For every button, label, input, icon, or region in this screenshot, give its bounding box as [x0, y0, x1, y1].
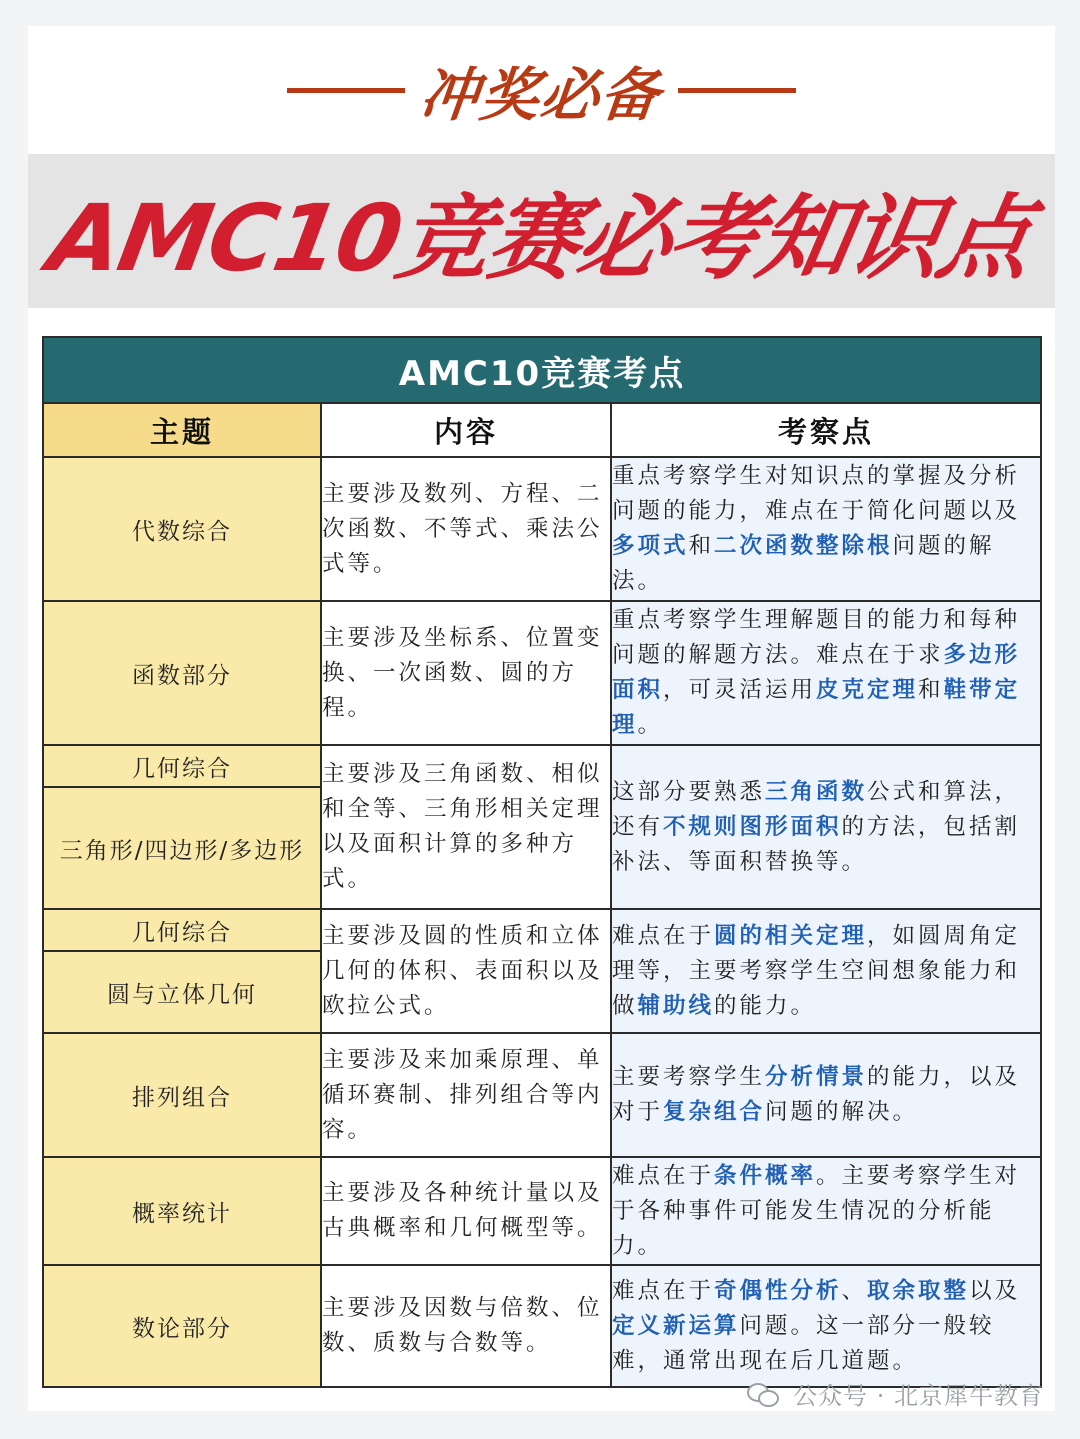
point-text: 以及	[969, 1277, 1021, 1304]
point-text: 。	[637, 712, 664, 738]
point-text: 难点在于	[612, 1162, 715, 1189]
table-row	[43, 909, 1041, 951]
topic-cell: 几何综合	[43, 745, 321, 787]
point-highlight: 取余取整	[867, 1277, 970, 1304]
point-highlight: 三角函数	[765, 778, 868, 805]
point-highlight: 不规则图形面积	[663, 813, 842, 840]
title-banner	[28, 154, 1055, 308]
point-cell	[611, 1157, 1041, 1265]
point-highlight: 多边形面积	[612, 642, 1021, 703]
point-highlight: 辅助线	[637, 992, 715, 1019]
point-highlight: 定义新运算	[612, 1312, 740, 1339]
topic-cell: 三角形/四边形/多边形	[43, 787, 321, 909]
point-text: 这部分要熟悉	[612, 778, 766, 805]
point-text: 的方法，包括割补法、等面积替换等。	[612, 813, 1021, 875]
left-dash-decoration	[287, 88, 405, 93]
point-text: 问题的解决。	[765, 1099, 919, 1125]
point-text: 难点在于	[612, 1277, 715, 1304]
table-row	[43, 1033, 1041, 1157]
knowledge-table	[42, 336, 1042, 1388]
point-cell	[611, 601, 1041, 745]
topic-cell: 几何综合	[43, 909, 321, 951]
point-cell	[611, 457, 1041, 601]
point-cell	[611, 1033, 1041, 1157]
point-text: 难点在于	[612, 922, 715, 949]
table-row	[43, 745, 1041, 787]
content-cell: 主要涉及数列、方程、二次函数、不等式、乘法公式等。	[321, 457, 611, 601]
point-text: 重点考察学生理解题目的能力和每种问题的解题方法。难点在于求	[612, 607, 1021, 668]
point-highlight: 多项式	[612, 533, 689, 559]
table-caption: AMC10竞赛考点	[43, 337, 1041, 403]
table-row	[43, 601, 1041, 745]
topic-cell: 排列组合	[43, 1033, 321, 1157]
point-highlight: 分析情景	[765, 1064, 868, 1090]
point-cell	[611, 1265, 1041, 1387]
header-point: 考察点	[611, 403, 1041, 457]
topic-cell: 函数部分	[43, 601, 321, 745]
wechat-icon	[747, 1381, 781, 1407]
table-row	[43, 1157, 1041, 1265]
topic-cell: 代数综合	[43, 457, 321, 601]
point-text: 和	[688, 533, 715, 559]
point-cell	[611, 745, 1041, 909]
point-text: 问题。这一部分一般较难，通常出现在后几道题。	[612, 1312, 995, 1374]
point-text: 问题的解法。	[612, 533, 995, 594]
table-row	[43, 457, 1041, 601]
point-highlight: 奇偶性分析	[714, 1277, 842, 1304]
content-cell: 主要涉及各种统计量以及古典概率和几何概型等。	[321, 1157, 611, 1265]
content-cell: 主要涉及坐标系、位置变换、一次函数、圆的方程。	[321, 601, 611, 745]
point-highlight: 鞋带定理	[612, 677, 1021, 738]
point-text: 公式和算法，还有	[612, 778, 1021, 840]
point-text: ，可灵活运用	[663, 677, 817, 703]
point-text: 。主要考察学生对于各种事件可能发生情况的分析能力。	[612, 1162, 1021, 1259]
subtitle: 冲奖必备	[417, 61, 665, 129]
right-dash-decoration	[678, 88, 796, 93]
point-text: 的能力。	[714, 992, 817, 1019]
header-topic: 主题	[43, 403, 321, 457]
content-cell: 主要涉及来加乘原理、单循环赛制、排列组合等内容。	[321, 1033, 611, 1157]
watermark-text: 公众号 · 北京犀牛教育	[793, 1382, 1044, 1410]
header-content: 内容	[321, 403, 611, 457]
point-text: 的能力，以及对于	[612, 1064, 1021, 1125]
content-cell: 主要涉及因数与倍数、位数、质数与合数等。	[321, 1265, 611, 1387]
point-text: 、	[841, 1277, 868, 1304]
subtitle-banner	[28, 26, 1055, 154]
point-highlight: 圆的相关定理	[714, 922, 868, 949]
point-text: 主要考察学生	[612, 1064, 766, 1090]
table-row	[43, 1265, 1041, 1387]
point-text: ，如圆周角定理等，主要考察学生空间想象能力和做	[612, 922, 1021, 1019]
point-highlight: 二次函数整除根	[714, 533, 893, 559]
topic-cell: 数论部分	[43, 1265, 321, 1387]
point-text: 重点考察学生对知识点的掌握及分析问题的能力，难点在于简化问题以及	[612, 463, 1021, 524]
content-cell: 主要涉及圆的性质和立体几何的体积、表面积以及欧拉公式。	[321, 909, 611, 1033]
point-cell	[611, 909, 1041, 1033]
point-highlight: 复杂组合	[663, 1099, 766, 1125]
point-highlight: 皮克定理	[816, 677, 919, 703]
content-cell: 主要涉及三角函数、相似和全等、三角形相关定理以及面积计算的多种方式。	[321, 745, 611, 909]
topic-cell: 圆与立体几何	[43, 951, 321, 1033]
page-title: AMC10竞赛必考知识点	[41, 185, 1039, 292]
watermark	[747, 1376, 1044, 1411]
point-text: 和	[918, 677, 944, 703]
topic-cell: 概率统计	[43, 1157, 321, 1265]
point-highlight: 条件概率	[714, 1162, 817, 1189]
